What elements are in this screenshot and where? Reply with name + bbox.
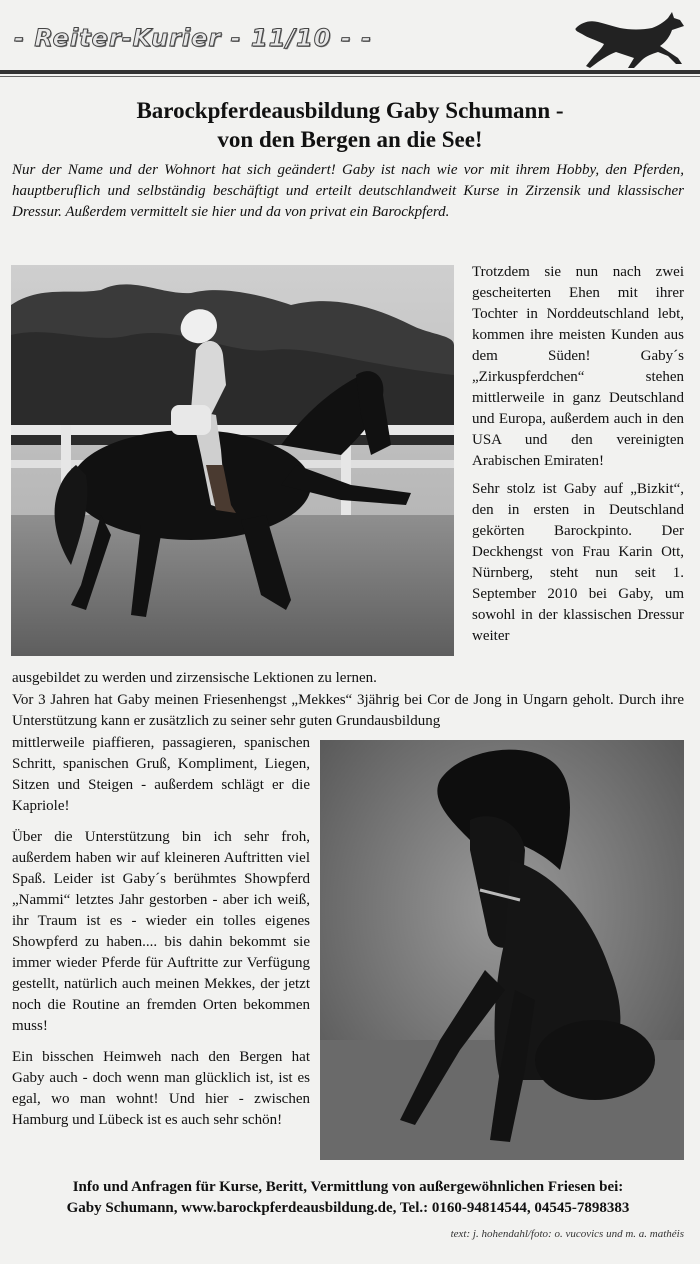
masthead: - Reiter-Kurier - 11/10 - - — [14, 24, 373, 52]
contact-line-1: Info und Anfragen für Kurse, Beritt, Vermittlung von außergewöhnlichen Friesen bei: — [72, 1179, 624, 1195]
header-rule-thin — [0, 76, 700, 77]
contact-info — [12, 1177, 684, 1219]
article-title — [0, 96, 700, 154]
right-column-paragraph: Sehr stolz ist Gaby auf „Bizkit“, den in ersten in Deutschland gekörten Barockpinto. Der Deckhengst von Frau Karin Ott, Nürnberg, steht nun seit 1. September 2010 bei Gaby, um sowohl in der klassischen Dressur weiter — [472, 481, 684, 644]
photo-horse-sitting — [320, 740, 684, 1160]
photo-rider-on-horse — [11, 265, 454, 656]
continued-line: ausgebildet zu werden und zirzensische Lektionen zu lernen. — [12, 670, 377, 686]
lead-paragraph: Nur der Name und der Wohnort hat sich geändert! Gaby ist nach wie vor mit ihrem Hobby, den Pferden, hauptberuflich und selbständig beschäftigt und erteilt deutschlandweit Kurse in Zirzensik und klassischer Dressur. Außerdem vermittelt sie hier und da von privat ein Barockpferd. — [12, 162, 684, 220]
photo-credit: text: j. hohendahl/foto: o. vucovics und m. a. mathéis — [450, 1228, 684, 1240]
page-header — [0, 0, 700, 78]
title-line-1: Barockpferdeausbildung Gaby Schumann - — [136, 98, 564, 123]
paragraph-mekkes: Vor 3 Jahren hat Gaby meinen Friesenhengst „Mekkes“ 3jährig bei Cor de Jong in Ungarn geholt. Durch ihre Unterstützung kann er zusätzlich zu seiner sehr guten Grundausbildung — [12, 692, 684, 729]
left-column-paragraph: Über die Unterstützung bin ich sehr froh, außerdem haben wir auf kleineren Auftritten viel Spaß. Leider ist Gaby´s berühmtes Showpferd „Nammi“ letztes Jahr gestorben - aber ich weiß, ihr Traum ist es - wieder ein tolles eigenes Showpferd zu haben.... bis dahin bekommt sie immer wieder Pferde für Auftritte zur Verfügung gestellt, natürlich auch meinen Mekkes, der jetzt noch die Routine an fremden Orten bekommen muss! — [12, 829, 310, 1034]
left-column-2 — [12, 733, 310, 1141]
horse-logo-icon — [572, 8, 688, 74]
contact-line-2: Gaby Schumann, www.barockpferdeausbildung.de, Tel.: 0160-94814544, 04545-7898383 — [66, 1200, 630, 1216]
title-line-2: von den Bergen an die See! — [217, 127, 483, 152]
header-rule — [0, 70, 700, 74]
left-column-paragraph: Ein bisschen Heimweh nach den Bergen hat Gaby auch - doch wenn man glücklich ist, ist es egal, wo man wohnt! Und hier - zwischen Hamburg und Lübeck ist es auch sehr schön! — [12, 1049, 310, 1128]
right-column-1 — [472, 262, 684, 654]
left-column-paragraph: mittlerweile piaffieren, passagieren, spanischen Schritt, spanischen Gruß, Kompliment, Liegen, Sitzen und Steigen - außerdem schlägt er die Kapriole! — [12, 735, 310, 814]
right-column-paragraph: Trotzdem sie nun nach zwei gescheiterten Ehen mit ihrer Tochter in Norddeutschland lebt, kommen ihre meisten Kunden aus dem Süden! Gaby´s „Zirkuspferdchen“ stehen mittlerweile in ganz Deutschland und Europa, außerdem auch in den USA und den vereinigten Arabischen Emiraten! — [472, 264, 684, 469]
